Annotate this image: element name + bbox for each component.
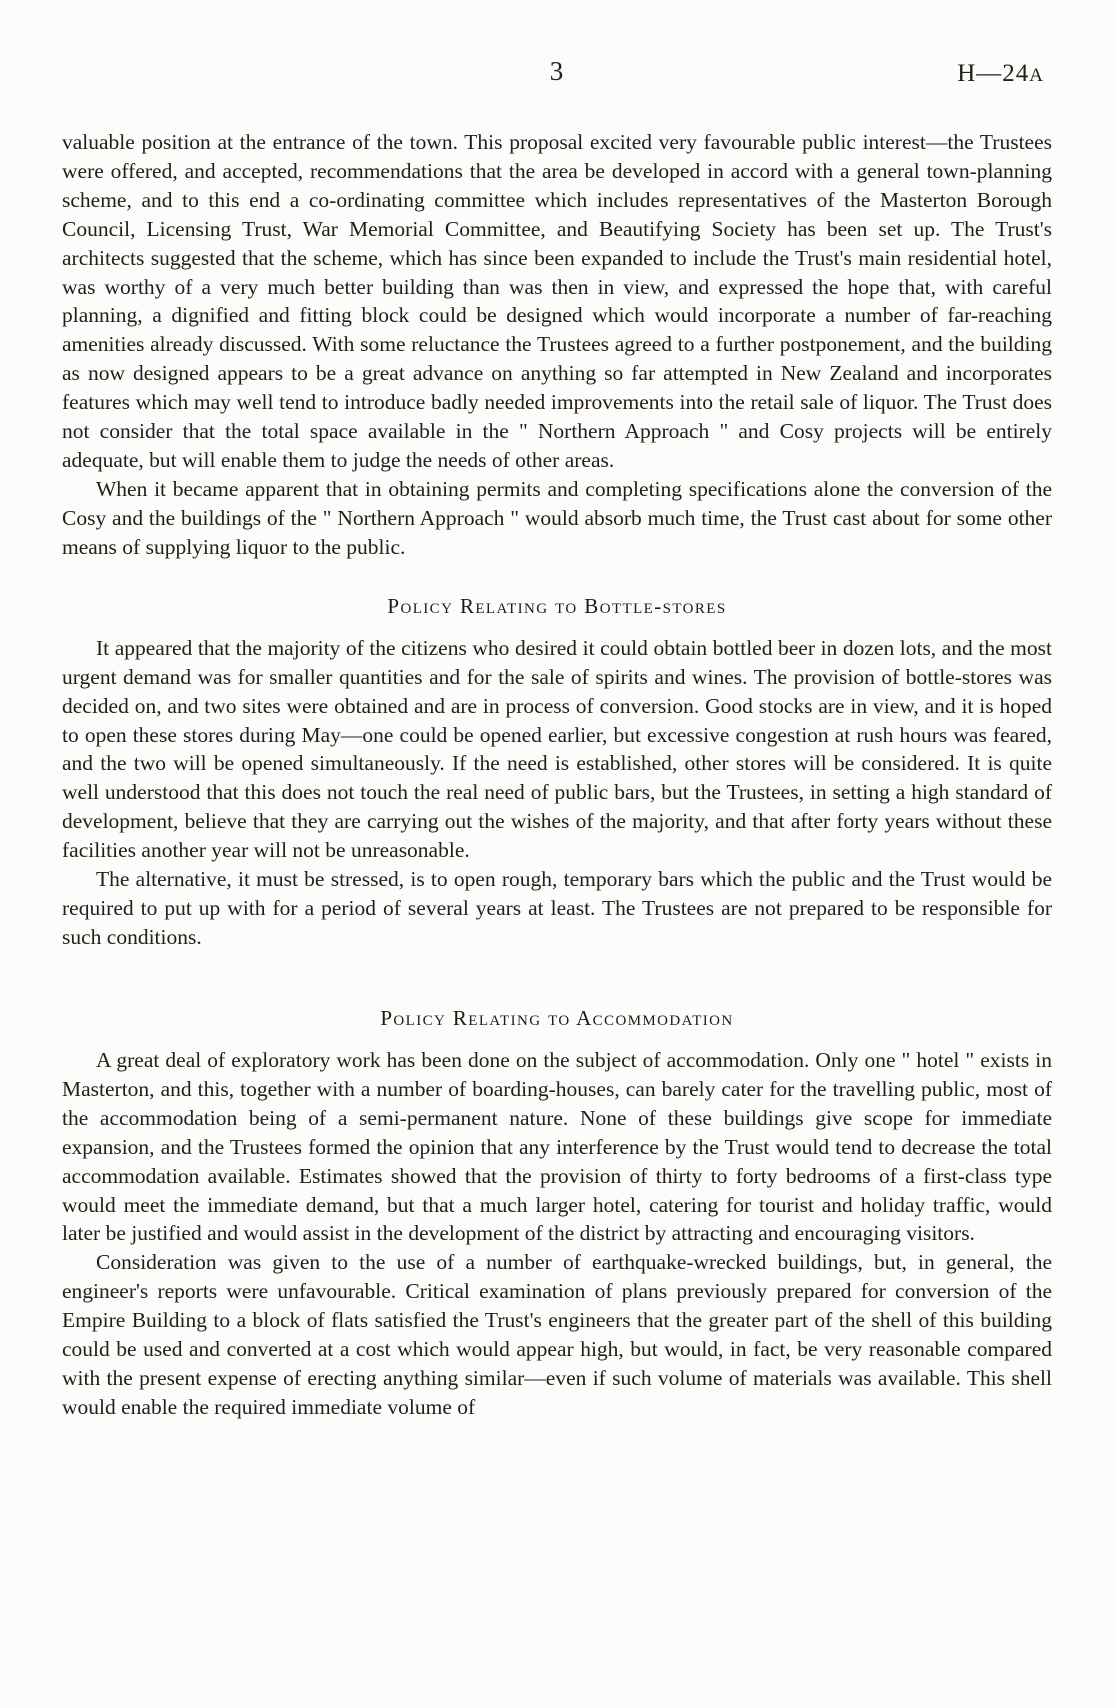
paragraph: A great deal of exploratory work has been done on the subject of accommodation. Only one " hotel " exists in Masterton, and this, together with a number of boarding-houses, can barely cater for the travelling public, most of the accommodation being of a semi-permanent nature. None of these buildings give scope for immediate expansion, and the Trustees formed the opinion that any interference by the Trust would tend to decrease the total accommodation available. Estimates showed that the provision of thirty to forty bedrooms of a first-class type would meet the immediate demand, but that a much larger hotel, catering for tourist and holiday traffic, would later be justified and would assist in the development of the district by attracting and encouraging visitors.: [62, 1048, 1052, 1246]
document-code-suffix: A: [1029, 65, 1044, 86]
page-number: 3: [549, 56, 565, 86]
document-code: [957, 60, 1044, 88]
paragraph: The alternative, it must be stressed, is to open rough, temporary bars which the public and the Trust would be required to put up with for a period of several years at least. The Trustees are not prepared to be responsible for such conditions.: [62, 867, 1052, 949]
page-header: [62, 56, 1052, 110]
paragraph: When it became apparent that in obtaining permits and completing specifications alone the conversion of the Cosy and the buildings of the " Northern Approach " would absorb much time, the Trust cast about for some other means of supplying liquor to the public.: [62, 476, 1052, 559]
paragraph: It appeared that the majority of the citizens who desired it could obtain bottled beer in dozen lots, and the most urgent demand was for smaller quantities and for the sale of spirits and wines. The provision of bottle-stores was decided on, and two sites were obtained and are in process of conversion. Good stocks are in view, and it is hoped to open these stores during May—one could be opened earlier, but excessive congestion at rush hours was feared, and the two will be opened simultaneously. If the need is established, other stores will be considered. It is quite well understood that this does not touch the real need of public bars, but the Trustees, in setting a high standard of development, believe that they are carrying out the wishes of the majority, and that after forty years without these facilities another year will not be unreasonable.: [62, 635, 1052, 863]
section-heading-bottle-stores: Policy Relating to Bottle-stores: [387, 593, 727, 618]
section-spacer: [62, 952, 1052, 974]
document-code-main: H—24: [957, 60, 1030, 87]
paragraph: valuable position at the entrance of the town. This proposal excited very favourable public interest—the Trustees were offered, and accepted, recommendations that the area be developed in accord with a general town-planning scheme, and to this end a co-ordinating committee which includes representatives of the Masterton Borough Council, Licensing Trust, War Memorial Committee, and Beautifying Society has been set up. The Trust's architects suggested that the scheme, which has since been expanded to include the Trust's main residential hotel, was worthy of a very much better building than was then in view, and expressed the hope that, with careful planning, a dignified and fitting block could be designed which would incorporate a number of far-reaching amenities already discussed. With some reluctance the Trustees agreed to a further postponement, and the building as now designed appears to be a great advance on anything so far attempted in New Zealand and incorporates features which may well tend to introduce badly needed improvements into the retail sale of liquor. The Trust does not consider that the total space available in the " Northern Approach " and Cosy projects will be entirely adequate, but will enable them to judge the needs of other areas.: [62, 130, 1052, 472]
document-body: [62, 128, 1052, 1422]
paragraph: Consideration was given to the use of a number of earthquake-wrecked buildings, but, in general, the engineer's reports were unfavourable. Critical examination of plans previously prepared for conversion of the Empire Building to a block of flats satisfied the Trust's engineers that the greater part of the shell of this building could be used and converted at a cost which would appear high, but would, in fact, be very reasonable compared with the present expense of erecting anything similar—even if such volume of materials was available. This shell would enable the required immediate volume of: [62, 1250, 1052, 1419]
section-heading-accommodation: Policy Relating to Accommodation: [380, 1005, 734, 1030]
